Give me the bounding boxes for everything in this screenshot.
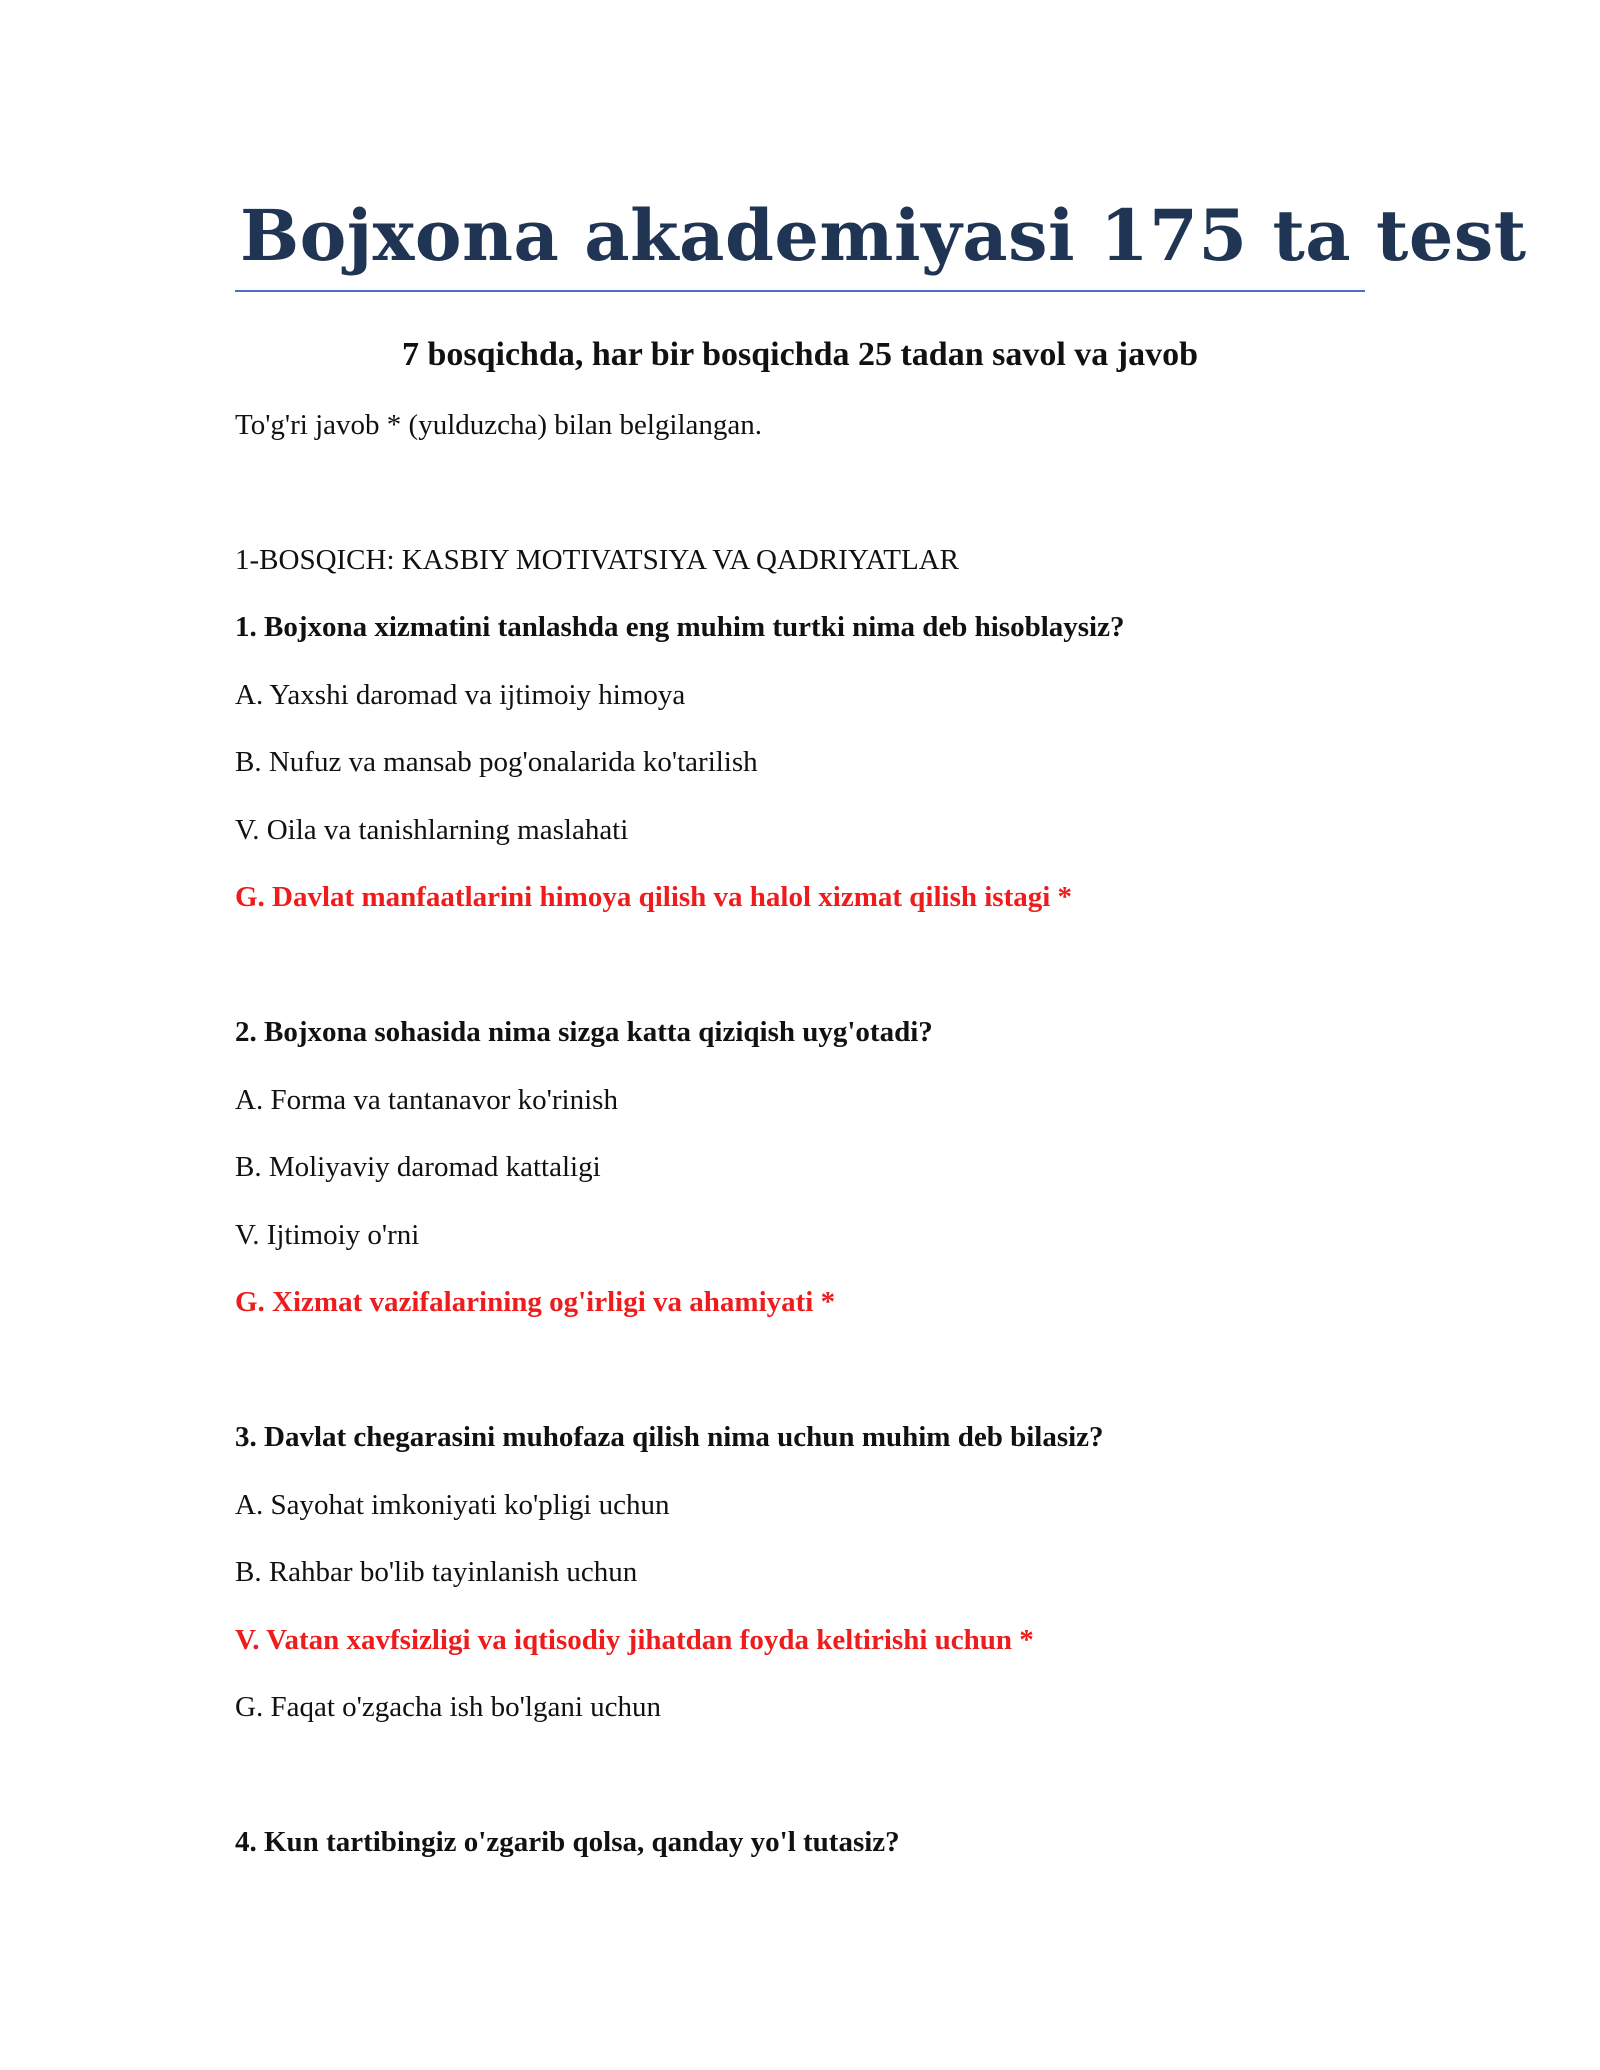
document-title: Bojxona akademiyasi 175 ta test [240,194,1527,277]
answer-key-note: To'g'ri javob * (yulduzcha) bilan belgilangan. [235,409,763,441]
question-1-option-b: B. Nufuz va mansab pog'onalarida ko'tarilish [235,746,758,778]
question-1: 1. Bojxona xizmatini tanlashda eng muhim turtki nima deb hisoblaysiz? [235,611,1125,643]
question-1-option-v: V. Oila va tanishlarning maslahati [235,814,629,846]
question-1-option-g-correct: G. Davlat manfaatlarini himoya qilish va halol xizmat qilish istagi * [235,881,1073,913]
title-underline [235,290,1365,292]
question-2-option-a: A. Forma va tantanavor ko'rinish [235,1084,618,1116]
question-1-option-a: A. Yaxshi daromad va ijtimoiy himoya [235,679,686,711]
section-heading: 1-BOSQICH: KASBIY MOTIVATSIYA VA QADRIYATLAR [235,544,960,576]
question-2-option-v: V. Ijtimoiy o'rni [235,1219,420,1251]
question-2: 2. Bojxona sohasida nima sizga katta qiziqish uyg'otadi? [235,1016,933,1048]
question-4: 4. Kun tartibingiz o'zgarib qolsa, qanday yo'l tutasiz? [235,1826,900,1858]
question-3-option-g: G. Faqat o'zgacha ish bo'lgani uchun [235,1691,662,1723]
question-2-option-b: B. Moliyaviy daromad kattaligi [235,1151,601,1183]
document-subtitle: 7 bosqichda, har bir bosqichda 25 tadan savol va javob [401,336,1199,373]
question-3: 3. Davlat chegarasini muhofaza qilish nima uchun muhim deb bilasiz? [235,1421,1104,1453]
question-3-option-b: B. Rahbar bo'lib tayinlanish uchun [235,1556,638,1588]
question-2-option-g-correct: G. Xizmat vazifalarining og'irligi va ahamiyati * [235,1286,836,1318]
question-3-option-v-correct: V. Vatan xavfsizligi va iqtisodiy jihatdan foyda keltirishi uchun * [235,1624,1034,1656]
question-3-option-a: A. Sayohat imkoniyati ko'pligi uchun [235,1489,670,1521]
